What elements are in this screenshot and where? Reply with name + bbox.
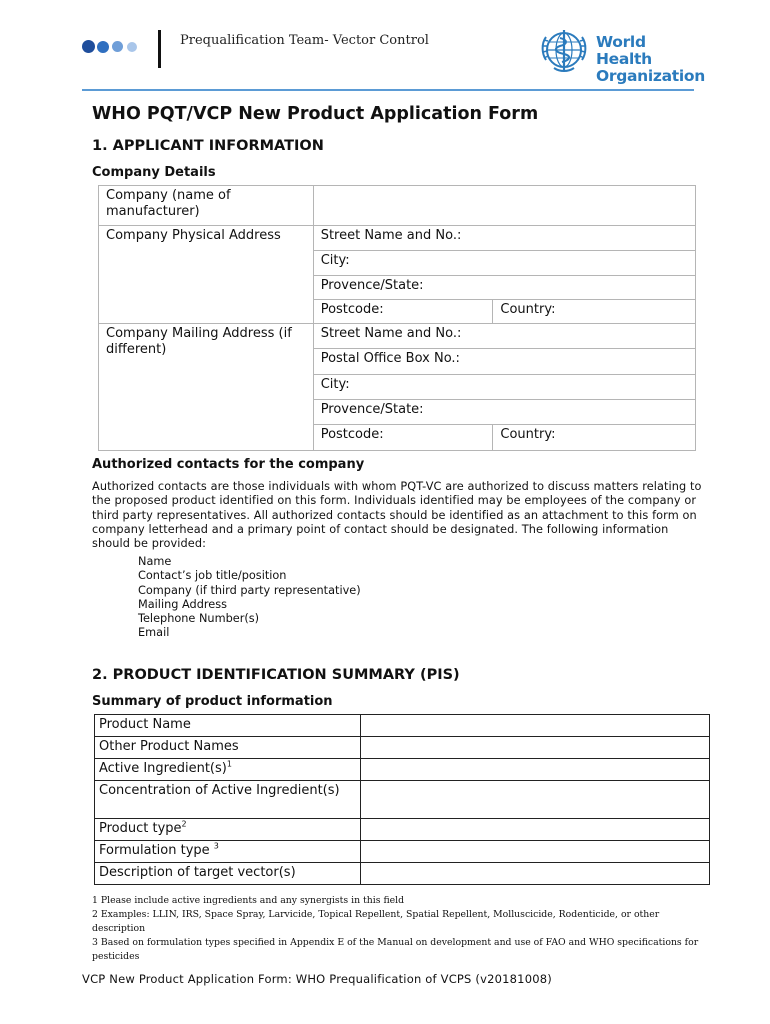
header-divider	[158, 30, 161, 68]
company-details-table	[98, 185, 696, 451]
pis-label-text: Product type	[99, 821, 182, 836]
footnote-ref: 3	[213, 841, 219, 851]
pis-label	[95, 819, 361, 841]
who-org-name	[596, 34, 705, 85]
page-footer: VCP New Product Application Form: WHO Prequalification of VCPS (v20181008)	[82, 972, 552, 986]
table-row	[99, 226, 696, 251]
mailing-pobox-field[interactable]: Postal Office Box No.:	[313, 349, 695, 375]
mailing-postcode-field[interactable]: Postcode:	[313, 425, 493, 451]
pis-label-text: Description of target vector(s)	[99, 865, 296, 880]
list-item: Email	[138, 626, 170, 640]
table-row	[95, 841, 710, 863]
company-details-heading: Company Details	[92, 165, 216, 180]
pis-label	[95, 759, 361, 781]
header-dot	[97, 41, 109, 53]
table-row	[95, 819, 710, 841]
table-row	[95, 759, 710, 781]
pis-label-text: Other Product Names	[99, 739, 239, 754]
company-name-label: Company (name of manufacturer)	[99, 186, 314, 226]
footnotes	[92, 894, 712, 964]
contacts-paragraph: Authorized contacts are those individuals with whom PQT-VC are authorized to discuss matters relating to the proposed product identified on this form. Individuals identified may be employees of the company or third party representatives. All authorized contacts should be identified as an attachment to this form on company letterhead and a primary point of contact should be designated. The following information should be provided:	[92, 480, 702, 551]
company-name-field[interactable]	[313, 186, 695, 226]
pis-value-field[interactable]	[360, 781, 709, 819]
pis-value-field[interactable]	[360, 759, 709, 781]
physical-country-field[interactable]: Country:	[493, 300, 696, 324]
mailing-street-field[interactable]: Street Name and No.:	[313, 324, 695, 349]
header-team-name: Prequalification Team- Vector Control	[180, 33, 429, 48]
list-item: Name	[138, 555, 172, 568]
pis-label	[95, 841, 361, 863]
header-rule	[82, 89, 694, 91]
table-row	[95, 781, 710, 819]
table-row	[95, 863, 710, 885]
pis-value-field[interactable]	[360, 841, 709, 863]
physical-province-field[interactable]: Provence/State:	[313, 276, 695, 300]
table-row	[99, 324, 696, 349]
pis-label	[95, 863, 361, 885]
list-item: Mailing Address	[138, 597, 227, 611]
pis-label-text: Active Ingredient(s)	[99, 761, 227, 776]
pis-value-field[interactable]	[360, 863, 709, 885]
footnote-ref: 2	[181, 819, 187, 829]
summary-heading: Summary of product information	[92, 694, 333, 709]
table-row	[99, 186, 696, 226]
list-item: Telephone Number(s)	[138, 612, 260, 626]
physical-street-field[interactable]: Street Name and No.:	[313, 226, 695, 251]
page-title: WHO PQT/VCP New Product Application Form	[92, 104, 539, 124]
pis-label-text: Concentration of Active Ingredient(s)	[99, 783, 340, 798]
contacts-heading: Authorized contacts for the company	[92, 457, 365, 472]
footnote: 3 Based on formulation types specified in Appendix E of the Manual on development and use of FAO and WHO specifications for pesticides	[92, 937, 699, 962]
header-dot	[82, 40, 95, 53]
physical-postcode-field[interactable]: Postcode:	[313, 300, 493, 324]
who-org-line2: Organization	[596, 67, 706, 85]
contact-items-list	[138, 555, 361, 641]
pis-label-text: Formulation type	[99, 843, 214, 858]
who-emblem-icon	[538, 24, 590, 76]
footnote-ref: 1	[226, 759, 232, 769]
pis-value-field[interactable]	[360, 715, 709, 737]
pis-value-field[interactable]	[360, 737, 709, 759]
header-dot	[127, 42, 137, 52]
pis-label	[95, 737, 361, 759]
pis-value-field[interactable]	[360, 819, 709, 841]
header-dot	[112, 41, 123, 52]
footnote: 2 Examples: LLIN, IRS, Space Spray, Larvicide, Topical Repellent, Spatial Repellent, Molluscicide, Rodenticide, or other description	[92, 909, 660, 934]
mailing-city-field[interactable]: City:	[313, 375, 695, 400]
mailing-country-field[interactable]: Country:	[493, 425, 696, 451]
pis-table	[94, 714, 710, 885]
pis-label-text: Product Name	[99, 717, 191, 732]
section1-heading: 1. APPLICANT INFORMATION	[92, 138, 324, 154]
physical-address-label: Company Physical Address	[99, 226, 314, 324]
footnote: 1 Please include active ingredients and any synergists in this field	[92, 895, 405, 906]
pis-label	[95, 715, 361, 737]
list-item: Contact’s job title/position	[138, 569, 287, 583]
list-item: Company (if third party representative)	[138, 583, 361, 597]
table-row	[95, 737, 710, 759]
who-logo	[538, 24, 706, 85]
section2-heading: 2. PRODUCT IDENTIFICATION SUMMARY (PIS)	[92, 667, 460, 683]
physical-city-field[interactable]: City:	[313, 251, 695, 276]
pis-label	[95, 781, 361, 819]
mailing-address-label: Company Mailing Address (if different)	[99, 324, 314, 451]
who-org-line1: World Health	[596, 33, 652, 68]
mailing-province-field[interactable]: Provence/State:	[313, 400, 695, 425]
table-row	[95, 715, 710, 737]
